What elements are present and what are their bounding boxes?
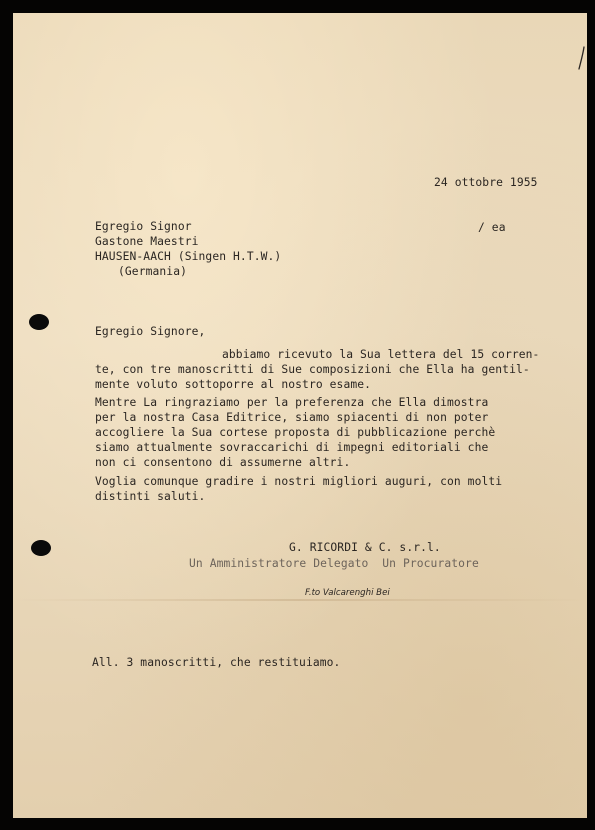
recipient-line-1: Egregio Signor bbox=[95, 220, 192, 233]
reference-code: / ea bbox=[478, 221, 506, 234]
recipient-line-3: HAUSEN-AACH (Singen H.T.W.) bbox=[95, 250, 282, 263]
company-name: G. RICORDI & C. s.r.l. bbox=[289, 541, 441, 554]
paper-fold bbox=[13, 599, 587, 601]
body-line-5: per la nostra Casa Editrice, siamo spiacenti di non poter bbox=[95, 411, 489, 424]
letter-date: 24 ottobre 1955 bbox=[434, 176, 538, 189]
body-line-10: distinti saluti. bbox=[95, 490, 206, 503]
body-line-1: abbiamo ricevuto la Sua lettera del 15 corren- bbox=[222, 348, 540, 361]
body-line-8: non ci consentono di assumerne altri. bbox=[95, 456, 351, 469]
body-line-2: te, con tre manoscritti di Sue composizioni che Ella ha gentil- bbox=[95, 363, 530, 376]
handwritten-mark-icon bbox=[575, 46, 587, 70]
punch-hole-top bbox=[29, 314, 49, 330]
body-line-4: Mentre La ringraziamo per la preferenza che Ella dimostra bbox=[95, 396, 489, 409]
body-line-3: mente voluto sottoporre al nostro esame. bbox=[95, 378, 372, 391]
recipient-line-4: (Germania) bbox=[118, 265, 188, 278]
signature: F.to Valcarenghi Bei bbox=[305, 588, 390, 598]
body-line-6: accogliere la Sua cortese proposta di pubblicazione perchè bbox=[95, 426, 496, 439]
body-line-7: siamo attualmente sovraccarichi di impegni editoriali che bbox=[95, 441, 489, 454]
salutation: Egregio Signore, bbox=[95, 325, 206, 338]
signatory-roles: Un Amministratore Delegato Un Procuratore bbox=[189, 557, 479, 570]
enclosure-note: All. 3 manoscritti, che restituiamo. bbox=[92, 656, 341, 669]
body-line-9: Voglia comunque gradire i nostri migliori auguri, con molti bbox=[95, 475, 503, 488]
punch-hole-bottom bbox=[31, 540, 51, 556]
recipient-line-2: Gastone Maestri bbox=[95, 235, 199, 248]
letter-page bbox=[13, 13, 587, 818]
